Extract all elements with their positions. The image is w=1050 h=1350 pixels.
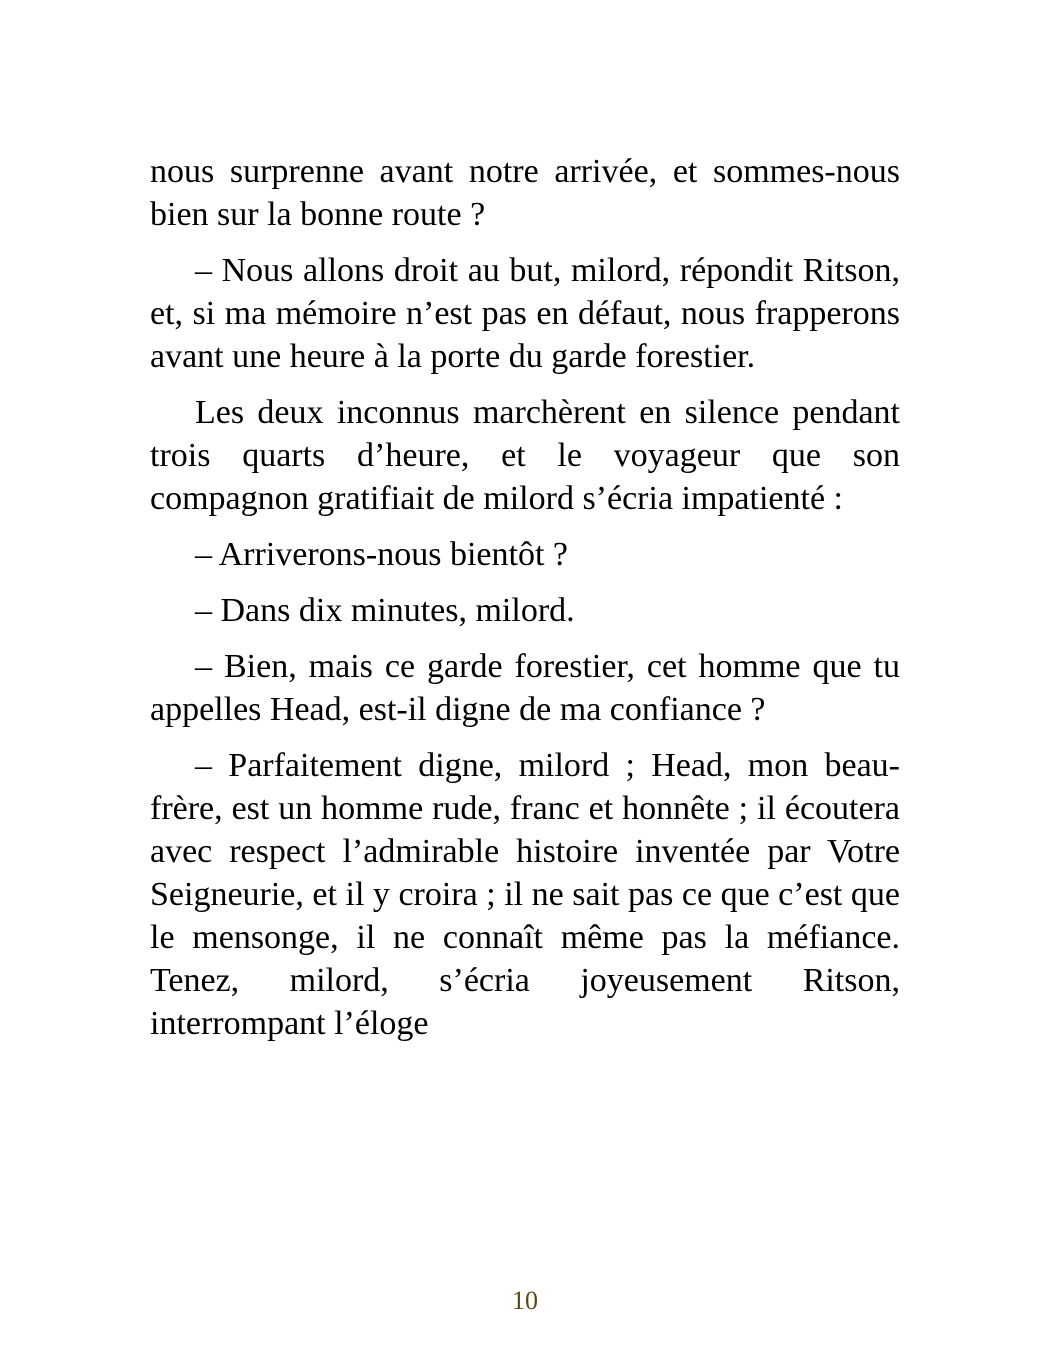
paragraph-7: – Parfaitement digne, milord ; Head, mon beau-frère, est un homme rude, franc et honnête ; il écoutera avec respect l’admirable histoire inventée par Votre Seigneurie, et il y croira ; il ne sait pas ce que c’est que le mensonge, il ne connaît même pas la méfiance. Tenez, milord, s’écria joyeusement Ritson, interrompant l’éloge (150, 747, 900, 1042)
paragraph-1: nous surprenne avant notre arrivée, et sommes-nous bien sur la bonne route ? (150, 153, 900, 233)
paragraph-6: – Bien, mais ce garde forestier, cet homme que tu appelles Head, est-il digne de ma confiance ? (150, 648, 900, 728)
paragraph-5: – Dans dix minutes, milord. (195, 592, 575, 629)
paragraph-4: – Arriverons-nous bientôt ? (195, 536, 568, 573)
page-number: 10 (512, 1286, 538, 1315)
body-text (150, 150, 900, 1058)
paragraph-3: Les deux inconnus marchèrent en silence pendant trois quarts d’heure, et le voyageur que son compagnon gratifiait de milord s’écria impatienté : (150, 394, 900, 517)
paragraph-2: – Nous allons droit au but, milord, répondit Ritson, et, si ma mémoire n’est pas en défaut, nous frapperons avant une heure à la porte du garde forestier. (150, 252, 900, 375)
